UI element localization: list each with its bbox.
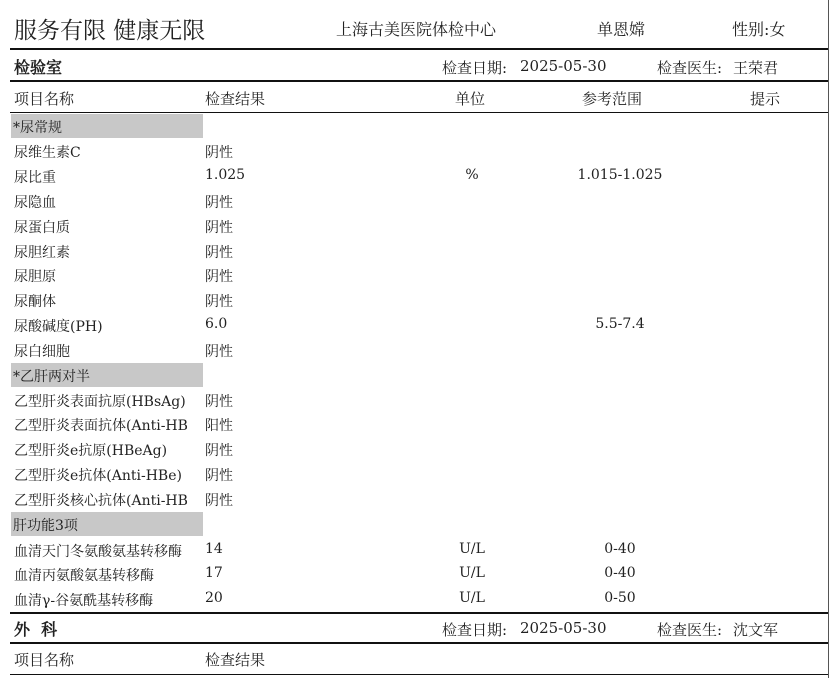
hospital-name: 上海古美医院体检中心 — [336, 20, 497, 39]
item-result: 阴性 — [205, 443, 233, 459]
doctor-name: 王荣君 — [733, 59, 779, 77]
item-unit: U/L — [459, 541, 485, 557]
item-reference: 0-50 — [604, 590, 636, 606]
item-result: 阴性 — [205, 493, 233, 509]
group-label: *乙肝两对半 — [13, 369, 90, 385]
item-name: 尿比重 — [14, 170, 56, 186]
col-item-name: 项目名称 — [14, 651, 75, 669]
item-name: 血清天门冬氨酸氨基转移酶 — [14, 544, 182, 560]
item-name: 尿酮体 — [14, 294, 56, 310]
exam-date: 2025-05-30 — [520, 619, 607, 637]
section-divider — [10, 80, 828, 82]
group-label: 肝功能3项 — [13, 518, 78, 534]
item-result: 阴性 — [205, 195, 233, 211]
item-result: 阴性 — [205, 245, 233, 261]
item-name: 尿维生素C — [14, 145, 81, 161]
item-name: 尿胆红素 — [14, 245, 70, 261]
section-divider — [10, 612, 828, 614]
item-name: 尿胆原 — [14, 269, 56, 285]
item-name: 尿隐血 — [14, 195, 56, 211]
col-item-name: 项目名称 — [14, 90, 75, 108]
item-name: 乙型肝炎核心抗体(Anti-HB — [14, 493, 188, 509]
item-name: 乙型肝炎e抗原(HBeAg) — [14, 443, 168, 459]
item-result: 6.0 — [205, 316, 228, 332]
doctor-name: 沈文军 — [733, 621, 779, 639]
item-result: 阴性 — [205, 394, 233, 410]
column-header-divider — [10, 674, 828, 675]
item-result: 阴性 — [205, 468, 233, 484]
item-reference: 1.015-1.025 — [577, 167, 663, 183]
section-divider — [10, 642, 828, 644]
item-result: 阴性 — [205, 344, 233, 360]
item-result: 1.025 — [205, 167, 246, 183]
item-result: 阴性 — [205, 294, 233, 310]
doctor-label: 检查医生: — [657, 621, 723, 639]
section-title: 外 科 — [14, 620, 58, 639]
item-name: 尿酸碱度(PH) — [14, 319, 103, 335]
item-unit: % — [465, 167, 479, 183]
group-label: *尿常规 — [13, 120, 62, 136]
exam-date: 2025-05-30 — [520, 57, 607, 75]
item-result: 20 — [205, 590, 223, 606]
col-reference: 参考范围 — [582, 90, 643, 108]
doctor-label: 检查医生: — [657, 59, 723, 77]
page-edge — [828, 0, 829, 678]
exam-date-label: 检查日期: — [442, 59, 508, 77]
item-result: 阴性 — [205, 269, 233, 285]
col-unit: 单位 — [455, 90, 486, 108]
slogan: 服务有限 健康无限 — [14, 18, 206, 44]
item-name: 尿蛋白质 — [14, 220, 70, 236]
patient-name: 单恩嫦 — [597, 20, 646, 39]
item-result: 阳性 — [205, 418, 233, 434]
report-header — [0, 0, 834, 50]
item-name: 尿白细胞 — [14, 344, 70, 360]
item-reference: 0-40 — [604, 565, 636, 581]
col-result: 检查结果 — [205, 90, 266, 108]
section-title: 检验室 — [14, 58, 63, 77]
item-result: 14 — [205, 541, 223, 557]
item-name: 乙型肝炎表面抗原(HBsAg) — [14, 394, 186, 410]
item-name: 血清丙氨酸氨基转移酶 — [14, 568, 154, 584]
item-name: 乙型肝炎e抗体(Anti-HBe) — [14, 468, 182, 484]
exam-date-label: 检查日期: — [442, 621, 508, 639]
item-result: 阴性 — [205, 145, 233, 161]
item-result: 阴性 — [205, 220, 233, 236]
item-reference: 5.5-7.4 — [595, 316, 645, 332]
item-result: 17 — [205, 565, 223, 581]
item-name: 血清γ-谷氨酰基转移酶 — [14, 593, 154, 609]
item-reference: 0-40 — [604, 541, 636, 557]
item-name: 乙型肝炎表面抗体(Anti-HB — [14, 418, 188, 434]
item-unit: U/L — [459, 565, 485, 581]
header-divider — [10, 48, 828, 50]
col-result: 检查结果 — [205, 651, 266, 669]
patient-gender: 性别:女 — [732, 20, 786, 39]
column-header-divider — [10, 112, 828, 113]
item-unit: U/L — [459, 590, 485, 606]
col-hint: 提示 — [750, 90, 781, 108]
